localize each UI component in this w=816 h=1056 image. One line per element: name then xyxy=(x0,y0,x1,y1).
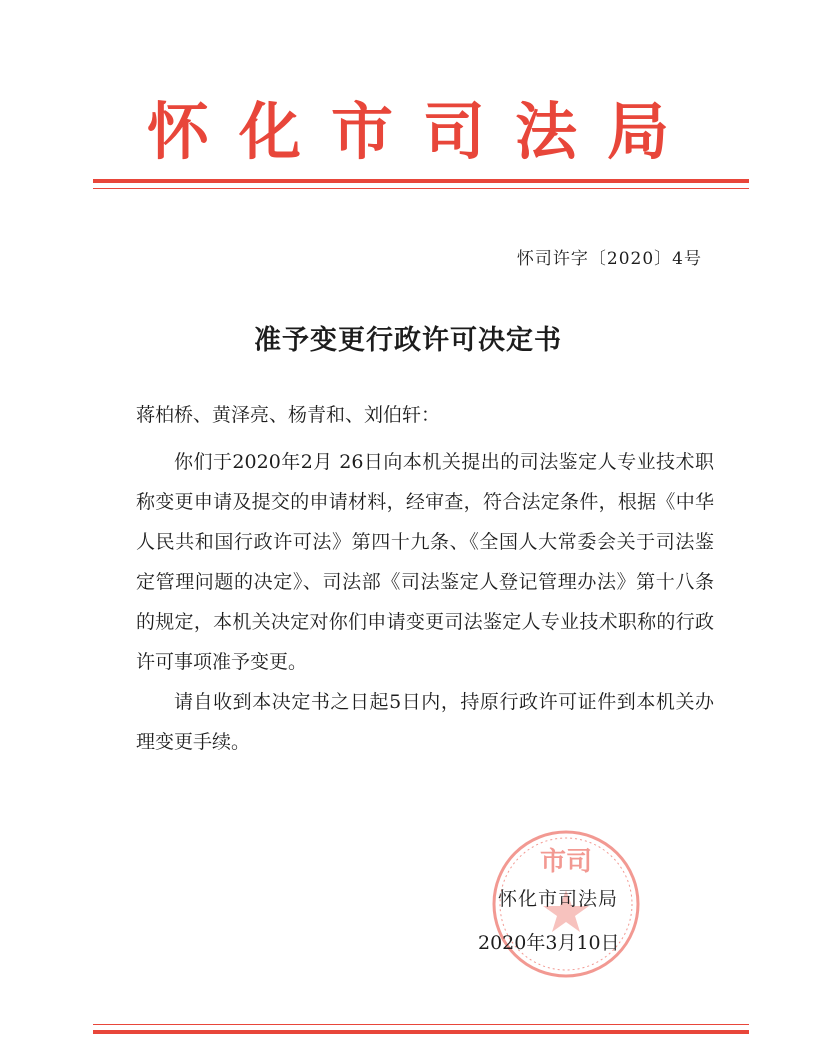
footer-rule-thin xyxy=(93,1024,749,1025)
letterhead-rule-thin xyxy=(93,188,749,189)
signature-date: 2020年3月10日 xyxy=(478,932,620,954)
document-body xyxy=(136,442,714,762)
body-paragraph: 你们于2020年2月 26日向本机关提出的司法鉴定人专业技术职称变更申请及提交的申请材料，经审查，符合法定条件，根据《中华人民共和国行政许可法》第四十九条、《全国人大常委会关于司法鉴定管理问题的决定》、司法部《司法鉴定人登记管理办法》第十八条的规定，本机关决定对你们申请变更司法鉴定人专业技术职称的行政许可事项准予变更。 xyxy=(136,451,714,673)
addressee: 蒋柏桥、黄泽亮、杨青和、刘伯轩： xyxy=(136,404,441,426)
letterhead-title: 怀化市司法局 xyxy=(146,95,699,168)
body-paragraph: 请自收到本决定书之日起5日内，持原行政许可证件到本机关办理变更手续。 xyxy=(136,691,714,753)
seal-text: 市司 xyxy=(539,847,593,877)
document-title: 准予变更行政许可决定书 xyxy=(254,325,562,356)
document-number: 怀司许字〔2020〕4号 xyxy=(516,249,702,269)
footer-rule-thick xyxy=(93,1030,749,1034)
letterhead-rule-thick xyxy=(93,179,749,183)
signature-org: 怀化市司法局 xyxy=(498,888,619,910)
